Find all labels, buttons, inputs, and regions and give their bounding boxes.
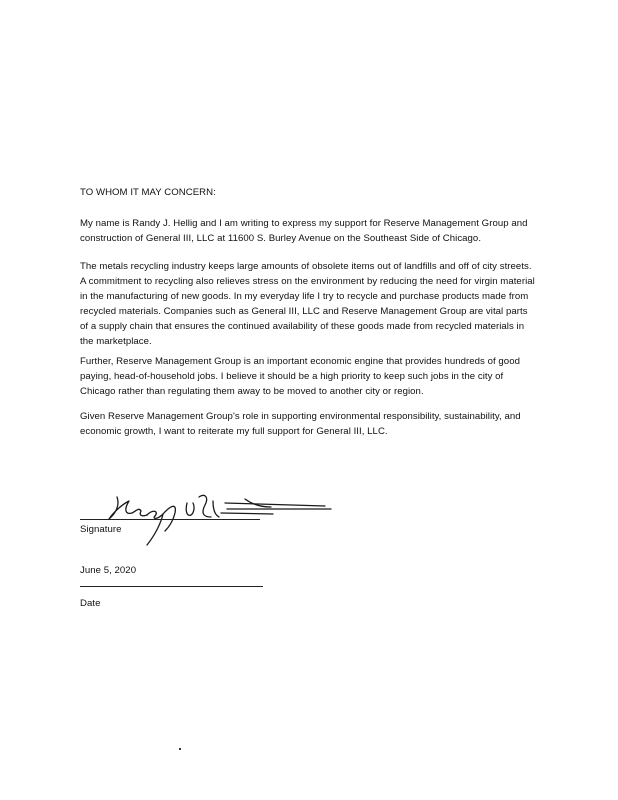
paragraph-closing: Given Reserve Management Group's role in supporting environmental responsibility, sustainability, and economic growth, I want to reiterate my full support for General III, LLC. [80,411,521,437]
salutation: TO WHOM IT MAY CONCERN: [80,187,216,198]
paragraph-recycling: The metals recycling industry keeps large amounts of obsolete items out of landfills and off of city streets. A commitment to recycling also relieves stress on the environment by reducing the need for virgin material in the manufacturing of new goods. In my everyday life I try to recycle and purchase products made from recycled materials. Companies such as General III, LLC and Reserve Management Group are vital parts of a supply chain that ensures the continued availability of these goods made from recycled materials in the marketplace. [80,261,535,347]
handwritten-signature [95,483,335,553]
scan-speck [179,748,181,750]
date-line [80,586,263,587]
paragraph-introduction: My name is Randy J. Hellig and I am writing to express my support for Reserve Management Group and construction of General III, LLC at 11600 S. Burley Avenue on the Southeast Side of Chicago. [80,218,528,244]
paragraph-jobs: Further, Reserve Management Group is an important economic engine that provides hundreds of good paying, head-of-household jobs. I believe it should be a high priority to keep such jobs in the city of Chicago rather than regulating them away to be moved to another city or region. [80,356,520,397]
signature-line [80,519,260,520]
date-label: Date [80,598,101,609]
date-value: June 5, 2020 [80,565,137,576]
signature-label: Signature [80,524,122,535]
